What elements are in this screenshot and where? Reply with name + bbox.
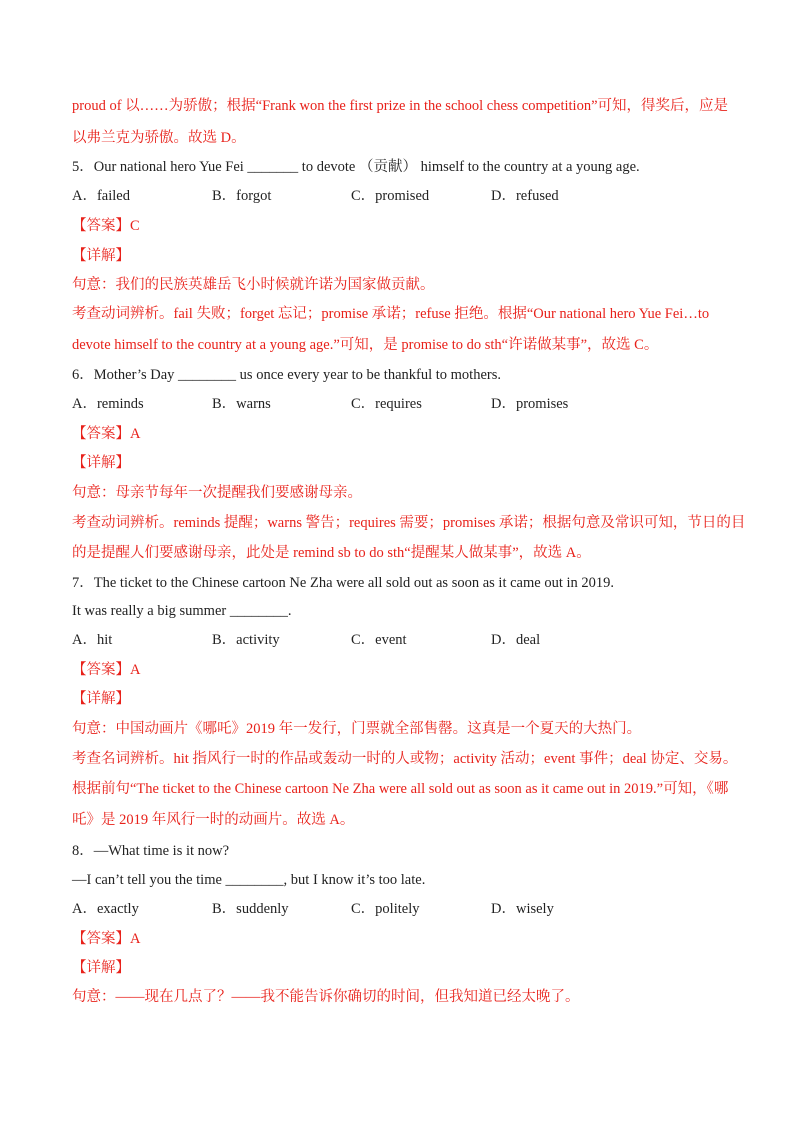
question-8-options (72, 899, 732, 919)
question-7-stem-line-1: 7．The ticket to the Chinese cartoon Ne Zha were all sold out as soon as it came out in 2019. (72, 575, 615, 591)
question-5-stem: 5．Our national hero Yue Fei _______ to devote （贡献） himself to the country at a young age. (72, 159, 640, 175)
analysis-line-2: devote himself to the country at a young age.”可知，是 promise to do sth“许诺做某事”，故选 C。 (72, 337, 659, 353)
option-b: B．suddenly (212, 901, 289, 917)
option-c: C．promised (351, 188, 430, 204)
option-b: B．forgot (212, 188, 272, 204)
option-d: D．refused (491, 188, 559, 204)
analysis-line-2: 的是提醒人们要感谢母亲，此处是 remind sb to do sth“提醒某人做某事”，故选 A。 (72, 545, 591, 561)
question-6-stem: 6．Mother’s Day ________ us once every year to be thankful to mothers. (72, 367, 501, 383)
intro-line-1: proud of 以……为骄傲；根据“Frank won the first prize in the school chess competition”可知，得奖后，应是 (72, 98, 729, 114)
analysis-line-3: 吒》是 2019 年风行一时的动画片。故选 A。 (72, 812, 355, 828)
analysis-line-1: 考查动词辨析。fail 失败；forget 忘记；promise 承诺；refuse 拒绝。根据“Our national hero Yue Fei…to (72, 306, 710, 322)
option-a: A．exactly (72, 901, 139, 917)
option-c: C．event (351, 632, 407, 648)
detail-label: 【详解】 (72, 248, 130, 264)
detail-label: 【详解】 (72, 691, 130, 707)
question-8-stem-line-2: —I can’t tell you the time ________, but I know it’s too late. (72, 872, 426, 888)
answer-label: 【答案】C (72, 218, 140, 234)
question-5-options (72, 186, 732, 206)
question-7-options (72, 630, 732, 650)
option-d: D．promises (491, 396, 569, 412)
analysis-line-2: 根据前句“The ticket to the Chinese cartoon Ne Zha were all sold out as soon as it came out in 2019.”可知，《哪 (72, 781, 729, 797)
question-6-options (72, 394, 732, 414)
option-c: C．requires (351, 396, 422, 412)
analysis-line-1: 考查名词辨析。hit 指风行一时的作品或轰动一时的人或物；activity 活动；event 事件；deal 协定、交易。 (72, 751, 738, 767)
sentence-meaning: 句意：母亲节每年一次提醒我们要感谢母亲。 (72, 485, 362, 501)
option-d: D．deal (491, 632, 541, 648)
detail-label: 【详解】 (72, 455, 130, 471)
sentence-meaning: 句意：——现在几点了？——我不能告诉你确切的时间，但我知道已经太晚了。 (72, 989, 580, 1005)
option-c: C．politely (351, 901, 420, 917)
answer-label: 【答案】A (72, 426, 141, 442)
detail-label: 【详解】 (72, 960, 130, 976)
option-a: A．hit (72, 632, 113, 648)
analysis-line-1: 考查动词辨析。reminds 提醒；warns 警告；requires 需要；promises 承诺；根据句意及常识可知，节日的目 (72, 515, 746, 531)
sentence-meaning: 句意：我们的民族英雄岳飞小时候就许诺为国家做贡献。 (72, 277, 435, 293)
option-a: A．reminds (72, 396, 144, 412)
question-8-stem-line-1: 8．—What time is it now? (72, 843, 230, 859)
option-b: B．activity (212, 632, 280, 648)
question-7-stem-line-2: It was really a big summer ________. (72, 603, 292, 619)
option-d: D．wisely (491, 901, 554, 917)
option-a: A．failed (72, 188, 130, 204)
answer-label: 【答案】A (72, 662, 141, 678)
intro-line-2: 以弗兰克为骄傲。故选 D。 (72, 130, 246, 146)
sentence-meaning: 句意：中国动画片《哪吒》2019 年一发行，门票就全部售罄。这真是一个夏天的大热门。 (72, 721, 642, 737)
answer-label: 【答案】A (72, 931, 141, 947)
option-b: B．warns (212, 396, 271, 412)
